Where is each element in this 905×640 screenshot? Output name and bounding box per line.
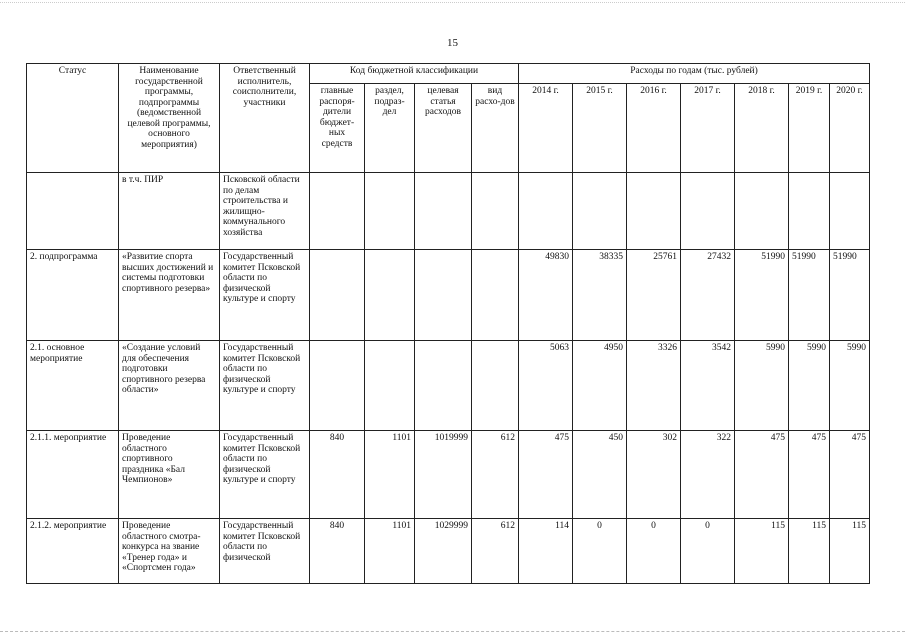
cell-code [310, 173, 365, 250]
cell-code: 1029999 [415, 519, 472, 584]
cell-value: 51990 [735, 250, 789, 341]
cell-status: 2.1.2. мероприятие [27, 519, 119, 584]
cell-value: 5990 [830, 341, 870, 431]
cell-value: 51990 [830, 250, 870, 341]
expenses-table-container [26, 63, 869, 593]
header-year: 2017 г. [681, 84, 735, 173]
table-row [27, 519, 870, 584]
cell-code: 840 [310, 519, 365, 584]
cell-value: 115 [830, 519, 870, 584]
table-row [27, 173, 870, 250]
cell-code [310, 250, 365, 341]
header-name: Наименование государственной программы, подпрограммы (ведомственной целевой программы, основного мероприятия) [119, 64, 220, 173]
cell-value: 0 [573, 519, 627, 584]
cell-code: 612 [472, 431, 519, 519]
cell-value: 475 [735, 431, 789, 519]
cell-value: 475 [830, 431, 870, 519]
cell-value: 0 [627, 519, 681, 584]
cell-value: 322 [681, 431, 735, 519]
cell-value: 475 [789, 431, 830, 519]
cell-code [365, 173, 415, 250]
cell-value [627, 173, 681, 250]
cell-executor: Государственный комитет Псковской области по физической культуре и спорту [220, 341, 310, 431]
cell-value: 3542 [681, 341, 735, 431]
scan-edge-top [0, 2, 905, 3]
table-row [27, 431, 870, 519]
header-bk-col: вид расхо-дов [472, 84, 519, 173]
header-year: 2015 г. [573, 84, 627, 173]
cell-value: 475 [519, 431, 573, 519]
cell-executor: Государственный комитет Псковской области по физической культуре и спорту [220, 431, 310, 519]
header-status: Статус [27, 64, 119, 173]
header-bk-col: раздел, подраз-дел [365, 84, 415, 173]
cell-value: 115 [789, 519, 830, 584]
cell-value: 3326 [627, 341, 681, 431]
cell-code [365, 250, 415, 341]
cell-value [573, 173, 627, 250]
header-expenses-group: Расходы по годам (тыс. рублей) [519, 64, 870, 84]
header-executor: Ответственный исполнитель, соисполнители, участники [220, 64, 310, 173]
page-number: 15 [447, 37, 458, 49]
cell-code [472, 341, 519, 431]
cell-value: 38335 [573, 250, 627, 341]
header-year: 2018 г. [735, 84, 789, 173]
header-year: 2019 г. [789, 84, 830, 173]
header-bk-col: главные распоря-дители бюджет-ных средств [310, 84, 365, 173]
cell-code [415, 173, 472, 250]
cell-code [472, 250, 519, 341]
cell-name: в т.ч. ПИР [119, 173, 220, 250]
table-row [27, 250, 870, 341]
cell-status: 2.1. основное мероприятие [27, 341, 119, 431]
cell-code: 1101 [365, 431, 415, 519]
cell-value [519, 173, 573, 250]
cell-code [310, 341, 365, 431]
cell-value: 115 [735, 519, 789, 584]
cell-value: 4950 [573, 341, 627, 431]
cell-value: 302 [627, 431, 681, 519]
table-row [27, 341, 870, 431]
cell-status: 2. подпрограмма [27, 250, 119, 341]
cell-status [27, 173, 119, 250]
cell-value: 5063 [519, 341, 573, 431]
cell-code: 1101 [365, 519, 415, 584]
cell-value: 27432 [681, 250, 735, 341]
cell-value [735, 173, 789, 250]
cell-code [365, 341, 415, 431]
cell-executor: Государственный комитет Псковской области по физической культуре и спорту [220, 250, 310, 341]
cell-code: 1019999 [415, 431, 472, 519]
cell-name: «Развитие спорта высших достижений и системы подготовки спортивного резерва» [119, 250, 220, 341]
cell-value [789, 173, 830, 250]
cell-code [472, 173, 519, 250]
cell-status: 2.1.1. мероприятие [27, 431, 119, 519]
cell-value: 5990 [789, 341, 830, 431]
cell-value: 114 [519, 519, 573, 584]
cell-code: 840 [310, 431, 365, 519]
header-row-top [27, 64, 870, 84]
cell-code [415, 341, 472, 431]
cell-value: 51990 [789, 250, 830, 341]
cell-value: 5990 [735, 341, 789, 431]
cell-value: 450 [573, 431, 627, 519]
cell-executor: Псковской области по делам строительства и жилищно-коммунального хозяйства [220, 173, 310, 250]
cell-value [830, 173, 870, 250]
header-budget-code-group: Код бюджетной классификации [310, 64, 519, 84]
cell-name: «Создание условий для обеспечения подготовки спортивного резерва области» [119, 341, 220, 431]
cell-name: Проведение областного смотра-конкурса на звание «Тренер года» и «Спортсмен года» [119, 519, 220, 584]
cell-value: 25761 [627, 250, 681, 341]
cell-name: Проведение областного спортивного праздника «Бал Чемпионов» [119, 431, 220, 519]
cell-value [681, 173, 735, 250]
header-bk-col: целевая статья расходов [415, 84, 472, 173]
scan-edge-bottom [0, 631, 905, 632]
cell-value: 49830 [519, 250, 573, 341]
cell-code: 612 [472, 519, 519, 584]
header-year: 2016 г. [627, 84, 681, 173]
cell-executor: Государственный комитет Псковской области по физической [220, 519, 310, 584]
expenses-table [26, 63, 870, 584]
header-year: 2014 г. [519, 84, 573, 173]
cell-code [415, 250, 472, 341]
cell-value: 0 [681, 519, 735, 584]
header-year: 2020 г. [830, 84, 870, 173]
